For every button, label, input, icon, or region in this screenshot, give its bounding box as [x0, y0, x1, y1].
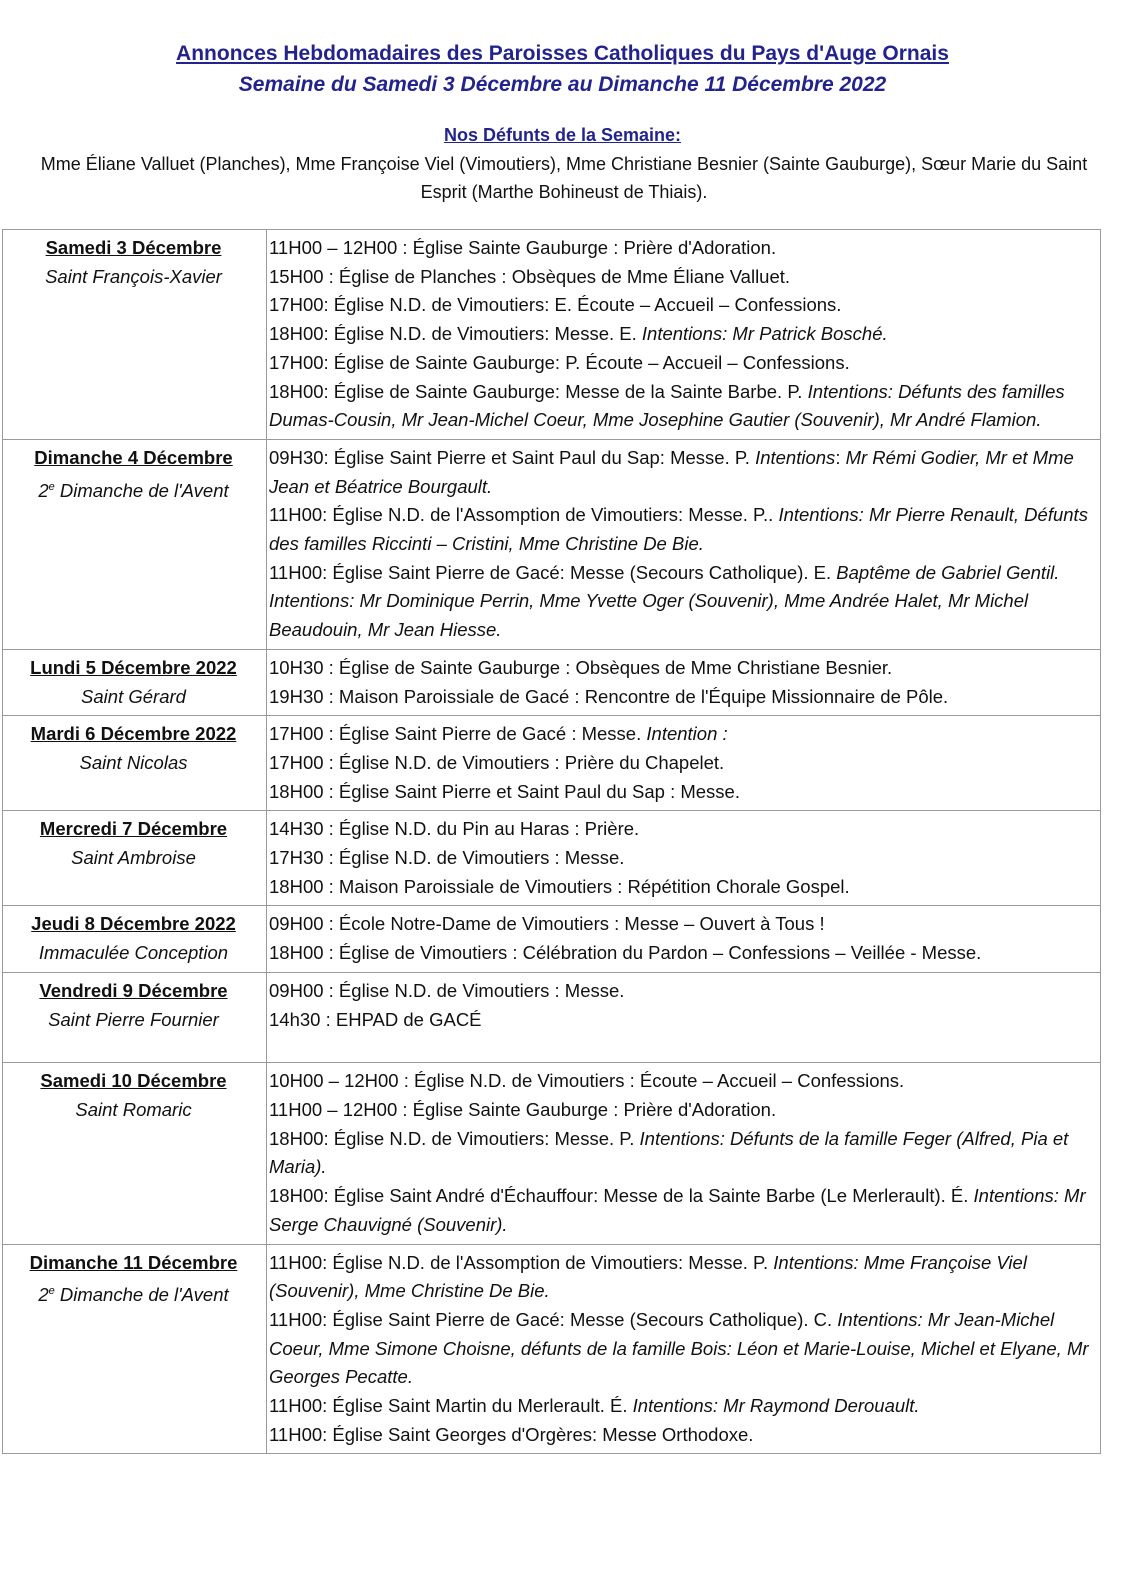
- event-line: 17H30 : Église N.D. de Vimoutiers : Messe.: [269, 847, 625, 869]
- event-line: 17H00 : Église Saint Pierre de Gacé : Messe. Intention :: [269, 723, 728, 745]
- feast-name: Saint Romaric: [75, 1098, 192, 1120]
- events-cell: [267, 1063, 1101, 1244]
- day-cell: [3, 811, 267, 906]
- day-name: Mercredi 7 Décembre: [39, 818, 228, 840]
- event-line: 17H00: Église N.D. de Vimoutiers: E. Écoute – Accueil – Confessions.: [269, 294, 842, 316]
- event-line: 09H00 : École Notre-Dame de Vimoutiers : Messe – Ouvert à Tous !: [269, 913, 825, 935]
- feast-name: 2e Dimanche de l'Avent: [38, 479, 229, 501]
- event-line: 11H00: Église Saint Pierre de Gacé: Messe (Secours Catholique). C. Intentions: Mr Jean-Michel Coeur, Mme Simone Choisne, défunts de la famille Bois: Léon et Marie-Louise, Michel et Elyane, Mr Georges Pecatte.: [269, 1308, 1089, 1388]
- event-line: 11H00 – 12H00 : Église Sainte Gauburge : Prière d'Adoration.: [269, 237, 777, 258]
- feast-name: Saint Ambroise: [71, 847, 196, 869]
- schedule-row: [3, 716, 1101, 811]
- feast-name: Saint François-Xavier: [45, 265, 222, 287]
- day-cell: [3, 906, 267, 972]
- event-line: 10H00 – 12H00 : Église N.D. de Vimoutiers : Écoute – Accueil – Confessions.: [269, 1070, 905, 1092]
- schedule-table: [2, 229, 1101, 1454]
- schedule-row: [3, 1063, 1101, 1244]
- event-line: 14H30 : Église N.D. du Pin au Haras : Prière.: [269, 818, 640, 840]
- event-line: 18H00: Église de Sainte Gauburge: Messe de la Sainte Barbe. P. Intentions: Défunts des familles Dumas-Cousin, Mr Jean-Michel Coeur, Mme Josephine Gautier (Souvenir), Mr André Flamion.: [269, 380, 1065, 431]
- feast-name: Saint Gérard: [81, 685, 186, 707]
- bulletin-subtitle: Semaine du Samedi 3 Décembre au Dimanche 11 Décembre 2022: [238, 73, 887, 96]
- event-line: 11H00: Église Saint Pierre de Gacé: Messe (Secours Catholique). E. Baptême de Gabriel Gentil. Intentions: Mr Dominique Perrin, Mme Yvette Oger (Souvenir), Mme Andrée Halet, Mr Michel Beaudouin, Mr Jean Hiesse.: [269, 561, 1060, 641]
- day-cell: [3, 716, 267, 811]
- schedule-row: [3, 972, 1101, 1062]
- event-line: 15H00 : Église de Planches : Obsèques de Mme Éliane Valluet.: [269, 265, 791, 287]
- event-line: 18H00: Église N.D. de Vimoutiers: Messe. E. Intentions: Mr Patrick Bosché.: [269, 323, 888, 345]
- deceased-heading-colon: :: [675, 125, 682, 145]
- events-cell: [267, 906, 1101, 972]
- event-line: 11H00: Église N.D. de l'Assomption de Vimoutiers: Messe. P. Intentions: Mme Françoise Viel (Souvenir), Mme Christine De Bie.: [269, 1251, 1027, 1302]
- event-line: 09H30: Église Saint Pierre et Saint Paul du Sap: Messe. P. Intentions: Mr Rémi Godier, Mr et Mme Jean et Béatrice Bourgault.: [269, 446, 1074, 497]
- day-cell: [3, 1063, 267, 1244]
- deceased-heading-label: Nos Défunts de la Semaine: [443, 125, 676, 145]
- event-line: 11H00 – 12H00 : Église Sainte Gauburge : Prière d'Adoration.: [269, 1098, 777, 1120]
- event-line: 11H00: Église N.D. de l'Assomption de Vimoutiers: Messe. P.. Intentions: Mr Pierre Renault, Défunts des familles Riccinti – Cristini, Mme Christine De Bie.: [269, 504, 1088, 555]
- deceased-heading: [0, 125, 1125, 146]
- schedule-row: [3, 1244, 1101, 1454]
- event-line: 19H30 : Maison Paroissiale de Gacé : Rencontre de l'Équipe Missionnaire de Pôle.: [269, 685, 949, 707]
- event-line: 09H00 : Église N.D. de Vimoutiers : Messe.: [269, 979, 625, 1001]
- event-line: 11H00: Église Saint Georges d'Orgères: Messe Orthodoxe.: [269, 1423, 754, 1445]
- schedule-row: [3, 649, 1101, 715]
- event-line: 18H00: Église N.D. de Vimoutiers: Messe. P. Intentions: Défunts de la famille Feger (Alfred, Pia et Maria).: [269, 1127, 1069, 1178]
- day-name: Vendredi 9 Décembre: [39, 979, 228, 1001]
- day-cell: [3, 230, 267, 440]
- day-name: Dimanche 11 Décembre: [29, 1251, 238, 1273]
- schedule-row: [3, 906, 1101, 972]
- event-line: 17H00: Église de Sainte Gauburge: P. Écoute – Accueil – Confessions.: [269, 351, 850, 373]
- day-name: Samedi 3 Décembre: [45, 237, 222, 258]
- event-line: 14h30 : EHPAD de GACÉ: [269, 1008, 482, 1030]
- feast-name: 2e Dimanche de l'Avent: [38, 1284, 229, 1306]
- events-cell: [267, 230, 1101, 440]
- day-cell: [3, 649, 267, 715]
- day-cell: [3, 1244, 267, 1454]
- day-name: Jeudi 8 Décembre 2022: [31, 913, 236, 935]
- event-line: 18H00 : Église Saint Pierre et Saint Paul du Sap : Messe.: [269, 780, 740, 802]
- day-name: Lundi 5 Décembre 2022: [30, 656, 237, 678]
- schedule-body: [3, 230, 1101, 1454]
- deceased-list: Mme Éliane Valluet (Planches), Mme Françoise Viel (Vimoutiers), Mme Christiane Besnier (Sainte Gauburge), Sœur Marie du Saint Esprit (Marthe Bohineust de Thiais).: [40, 154, 1088, 202]
- day-cell: [3, 972, 267, 1062]
- schedule-row: [3, 439, 1101, 649]
- events-cell: [267, 1244, 1101, 1454]
- event-line: 17H00 : Église N.D. de Vimoutiers : Prière du Chapelet.: [269, 751, 725, 773]
- event-line: 18H00 : Maison Paroissiale de Vimoutiers : Répétition Chorale Gospel.: [269, 875, 850, 897]
- event-line: 18H00 : Église de Vimoutiers : Célébration du Pardon – Confessions – Veillée - Messe.: [269, 942, 982, 964]
- event-line: 11H00: Église Saint Martin du Merlerault. É. Intentions: Mr Raymond Derouault.: [269, 1395, 920, 1417]
- event-line: 18H00: Église Saint André d'Échauffour: Messe de la Sainte Barbe (Le Merlerault). É. Intentions: Mr Serge Chauvigné (Souvenir).: [269, 1185, 1086, 1235]
- events-cell: [267, 811, 1101, 906]
- schedule-row: [3, 230, 1101, 440]
- day-name: Dimanche 4 Décembre: [34, 446, 233, 468]
- feast-name: Saint Nicolas: [79, 751, 188, 773]
- feast-name: Immaculée Conception: [38, 942, 229, 964]
- day-cell: [3, 439, 267, 649]
- events-cell: [267, 716, 1101, 811]
- feast-name: Saint Pierre Fournier: [48, 1008, 219, 1030]
- events-cell: [267, 972, 1101, 1062]
- schedule-row: [3, 811, 1101, 906]
- events-cell: [267, 439, 1101, 649]
- day-name: Mardi 6 Décembre 2022: [30, 723, 237, 745]
- event-line: 10H30 : Église de Sainte Gauburge : Obsèques de Mme Christiane Besnier.: [269, 656, 893, 678]
- bulletin-title: Annonces Hebdomadaires des Paroisses Catholiques du Pays d'Auge Ornais: [176, 42, 949, 65]
- events-cell: [267, 649, 1101, 715]
- day-name: Samedi 10 Décembre: [40, 1070, 227, 1092]
